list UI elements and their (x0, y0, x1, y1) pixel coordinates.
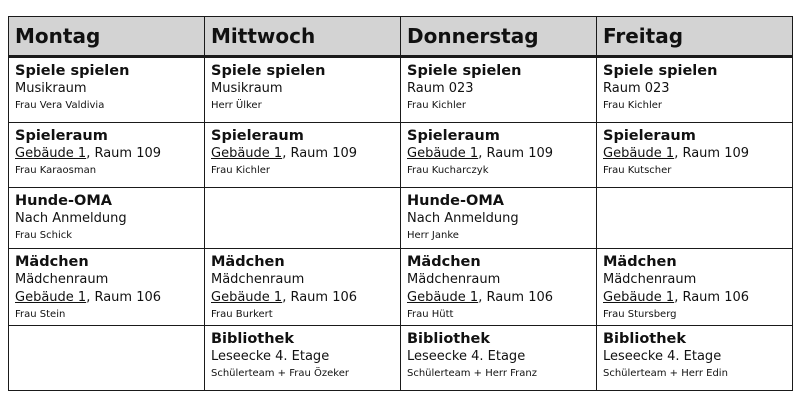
activity-teacher: Frau Kichler (603, 100, 662, 111)
room-text: , Raum 106 (282, 290, 358, 305)
table-cell (9, 57, 205, 123)
activity-title: Spieleraum (407, 128, 500, 144)
activity-location: Leseecke 4. Etage (407, 349, 526, 364)
activity-teacher: Frau Kichler (407, 100, 466, 111)
activity-title: Hunde-OMA (407, 193, 504, 209)
activity-location (603, 145, 786, 163)
table-cell (205, 57, 401, 123)
activity-title: Spieleraum (15, 128, 108, 144)
activity-teacher: Herr Janke (407, 230, 459, 241)
table-cell (9, 188, 205, 249)
activity-location: Musikraum (211, 81, 283, 96)
building-link[interactable]: Gebäude 1 (603, 146, 675, 161)
empty-cell (9, 326, 205, 391)
table-cell (205, 326, 401, 391)
activity-title: Spiele spielen (15, 63, 130, 79)
activity-location: Musikraum (15, 81, 87, 96)
schedule-table (8, 16, 793, 391)
building-link[interactable]: Gebäude 1 (15, 290, 87, 305)
activity-location: Mädchenraum (603, 272, 697, 287)
activity-location (211, 145, 394, 163)
activity-title: Spieleraum (211, 128, 304, 144)
table-row (9, 123, 793, 188)
table-cell (401, 249, 597, 326)
activity-location (407, 145, 590, 163)
empty-cell (205, 188, 401, 249)
activity-teacher: Herr Ülker (211, 100, 262, 111)
building-link[interactable]: Gebäude 1 (211, 290, 283, 305)
activity-location: Raum 023 (603, 81, 670, 96)
activity-room (603, 289, 786, 307)
activity-location: Nach Anmeldung (15, 211, 127, 226)
table-cell (205, 123, 401, 188)
activity-teacher: Frau Stein (15, 309, 66, 320)
activity-title: Hunde-OMA (15, 193, 112, 209)
building-link[interactable]: Gebäude 1 (15, 146, 87, 161)
table-cell (205, 249, 401, 326)
table-cell (597, 326, 793, 391)
header-row (9, 17, 793, 57)
activity-teacher: Schülerteam + Herr Edin (603, 368, 728, 379)
activity-title: Bibliothek (603, 331, 687, 347)
activity-teacher: Schülerteam + Herr Franz (407, 368, 537, 379)
activity-teacher: Frau Hütt (407, 309, 454, 320)
room-text: , Raum 106 (86, 290, 162, 305)
activity-title: Bibliothek (211, 331, 295, 347)
activity-room (407, 289, 590, 307)
header-montag: Montag (9, 17, 205, 57)
activity-location: Leseecke 4. Etage (211, 349, 330, 364)
activity-teacher: Frau Vera Valdivia (15, 100, 105, 111)
table-cell (597, 57, 793, 123)
header-freitag: Freitag (597, 17, 793, 57)
building-link[interactable]: Gebäude 1 (603, 290, 675, 305)
building-link[interactable]: Gebäude 1 (211, 146, 283, 161)
activity-location: Raum 023 (407, 81, 474, 96)
room-text: , Raum 106 (478, 290, 554, 305)
activity-title: Mädchen (15, 254, 89, 270)
activity-title: Spieleraum (603, 128, 696, 144)
activity-teacher: Frau Stursberg (603, 309, 677, 320)
room-text: , Raum 106 (674, 290, 750, 305)
building-link[interactable]: Gebäude 1 (407, 290, 479, 305)
activity-title: Spiele spielen (211, 63, 326, 79)
building-link[interactable]: Gebäude 1 (407, 146, 479, 161)
room-text: , Raum 109 (674, 146, 750, 161)
activity-location (15, 145, 198, 163)
table-cell (401, 326, 597, 391)
header-mittwoch: Mittwoch (205, 17, 401, 57)
table-row (9, 57, 793, 123)
activity-location: Leseecke 4. Etage (603, 349, 722, 364)
table-cell (401, 188, 597, 249)
room-text: , Raum 109 (282, 146, 358, 161)
table-cell (9, 123, 205, 188)
header-donnerstag: Donnerstag (401, 17, 597, 57)
activity-location: Mädchenraum (15, 272, 109, 287)
table-row (9, 249, 793, 326)
table-cell (597, 249, 793, 326)
activity-teacher: Frau Kucharczyk (407, 165, 489, 176)
table-row (9, 188, 793, 249)
activity-teacher: Frau Kichler (211, 165, 270, 176)
table-cell (9, 249, 205, 326)
activity-teacher: Schülerteam + Frau Özeker (211, 368, 349, 379)
activity-title: Mädchen (603, 254, 677, 270)
table-cell (401, 123, 597, 188)
activity-teacher: Frau Schick (15, 230, 73, 241)
activity-location: Mädchenraum (211, 272, 305, 287)
empty-cell (597, 188, 793, 249)
activity-title: Mädchen (407, 254, 481, 270)
activity-room (211, 289, 394, 307)
activity-title: Spiele spielen (407, 63, 522, 79)
room-text: , Raum 109 (86, 146, 162, 161)
activity-title: Bibliothek (407, 331, 491, 347)
table-row (9, 326, 793, 391)
activity-teacher: Frau Burkert (211, 309, 273, 320)
room-text: , Raum 109 (478, 146, 554, 161)
table-cell (597, 123, 793, 188)
activity-room (15, 289, 198, 307)
activity-title: Spiele spielen (603, 63, 718, 79)
activity-location: Mädchenraum (407, 272, 501, 287)
activity-location: Nach Anmeldung (407, 211, 519, 226)
activity-teacher: Frau Kutscher (603, 165, 672, 176)
activity-title: Mädchen (211, 254, 285, 270)
activity-teacher: Frau Karaosman (15, 165, 97, 176)
table-cell (401, 57, 597, 123)
